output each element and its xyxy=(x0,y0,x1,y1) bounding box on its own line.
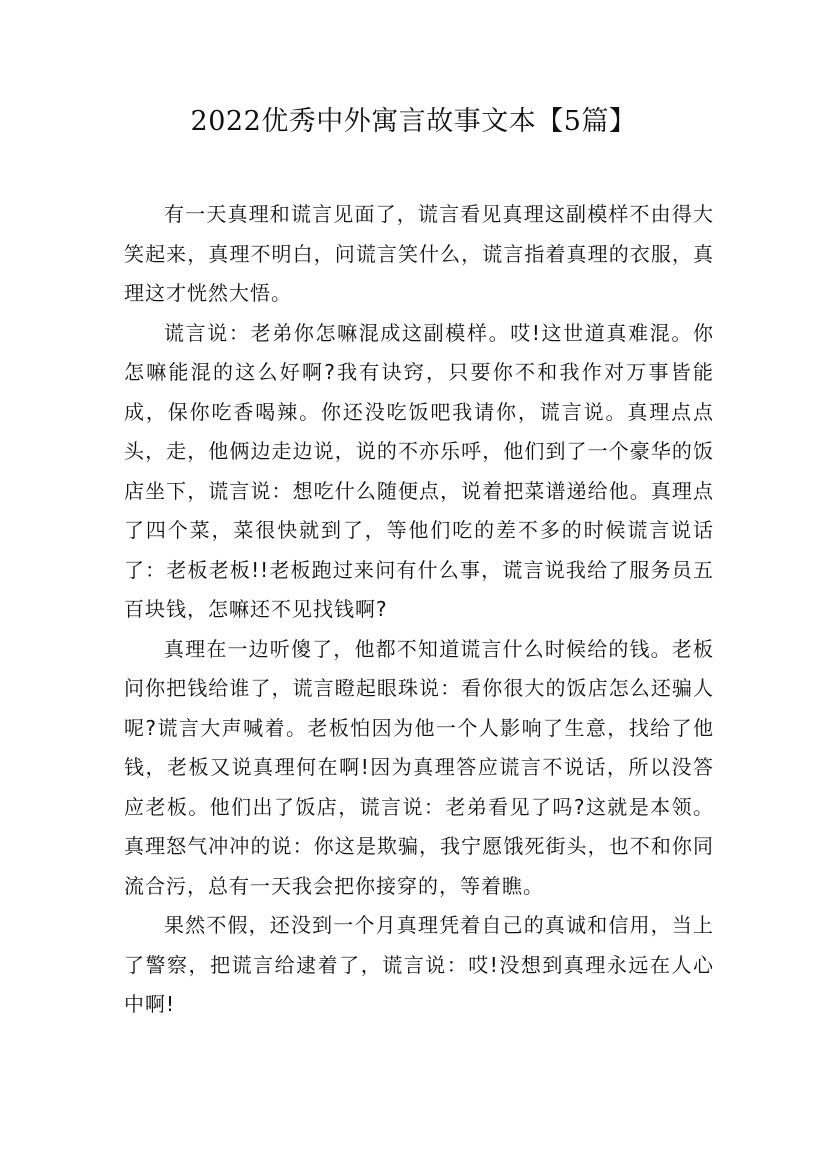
document-body xyxy=(124,195,714,1025)
paragraph-4: 果然不假，还没到一个月真理凭着自己的真诚和信用，当上了警察，把谎言给逮着了，谎言说：哎!没想到真理永远在人心中啊! xyxy=(124,913,714,1016)
document-title: 2022优秀中外寓言故事文本【5篇】 xyxy=(190,106,637,137)
paragraph-2: 谎言说：老弟你怎嘛混成这副模样。哎!这世道真难混。你怎嘛能混的这么好啊?我有诀窍，只要你不和我作对万事皆能成，保你吃香喝辣。你还没吃饭吧我请你，谎言说。真理点点头，走，他俩边走边说，说的不亦乐呼，他们到了一个豪华的饭店坐下，谎言说：想吃什么随便点，说着把菜谱递给他。真理点了四个菜，菜很快就到了，等他们吃的差不多的时候谎言说话了：老板老板!!老板跑过来问有什么事，谎言说我给了服务员五百块钱，怎嘛还不见找钱啊? xyxy=(124,320,714,621)
paragraph-3: 真理在一边听傻了，他都不知道谎言什么时候给的钱。老板问你把钱给谁了，谎言瞪起眼珠说：看你很大的饭店怎么还骗人呢?谎言大声喊着。老板怕因为他一个人影响了生意，找给了他钱，老板又说真理何在啊!因为真理答应谎言不说话，所以没答应老板。他们出了饭店，谎言说：老弟看见了吗?这就是本领。真理怒气冲冲的说：你这是欺骗，我宁愿饿死街头，也不和你同流合污，总有一天我会把你接穿的，等着瞧。 xyxy=(124,636,714,898)
paragraph-1: 有一天真理和谎言见面了，谎言看见真理这副模样不由得大笑起来，真理不明白，问谎言笑什么，谎言指着真理的衣服，真理这才恍然大悟。 xyxy=(124,202,714,305)
